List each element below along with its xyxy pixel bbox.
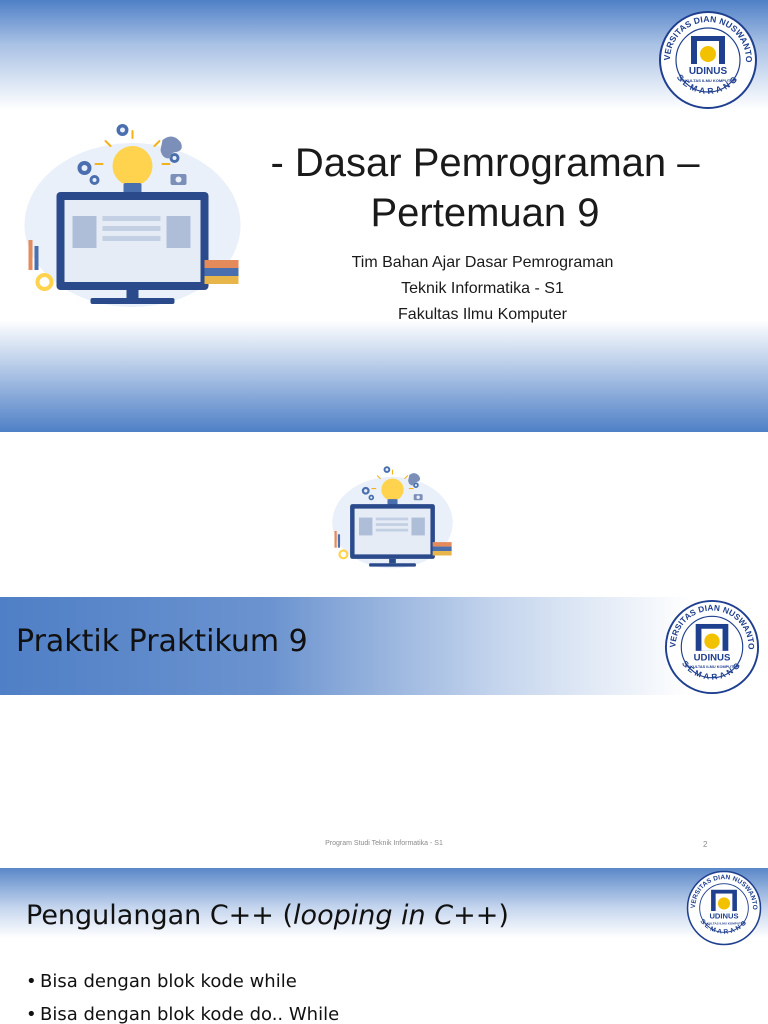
page-number: 2 [703, 840, 708, 849]
monitor-icon [20, 120, 245, 310]
bullet-item [26, 965, 339, 998]
section-title: Praktik Praktikum 9 [16, 624, 308, 659]
subtitle-line: Tim Bahan Ajar Dasar Pemrograman [351, 254, 614, 271]
content-title [26, 900, 509, 931]
title-italic: looping in C++ [293, 900, 499, 931]
udinus-logo [658, 10, 758, 110]
bullet-icon: • [26, 971, 37, 992]
title-line-1: - Dasar Pemrograman – [270, 141, 700, 185]
subtitle-line: Teknik Informatika - S1 [401, 280, 564, 297]
title-prefix: Pengulangan C++ ( [26, 900, 294, 931]
title-slide [0, 0, 768, 432]
monitor-icon [330, 464, 455, 570]
bullet-text: Bisa dengan blok kode do.. While [40, 1004, 340, 1024]
section-slide [0, 436, 768, 866]
udinus-logo [664, 599, 760, 695]
bullet-item [26, 998, 339, 1024]
title-suffix: ) [498, 900, 509, 931]
content-slide [0, 868, 768, 1024]
section-banner [0, 597, 768, 695]
slide-subtitle [310, 250, 655, 328]
title-line-2: Pertemuan 9 [370, 191, 600, 235]
bullet-list [26, 965, 339, 1024]
subtitle-line: Fakultas Ilmu Komputer [398, 306, 567, 323]
bullet-text: Bisa dengan blok kode while [40, 971, 297, 992]
udinus-logo [686, 870, 762, 946]
slide-title [250, 138, 720, 238]
slide-footer: Program Studi Teknik Informatika - S1 [325, 840, 443, 847]
bullet-icon: • [26, 1004, 37, 1024]
